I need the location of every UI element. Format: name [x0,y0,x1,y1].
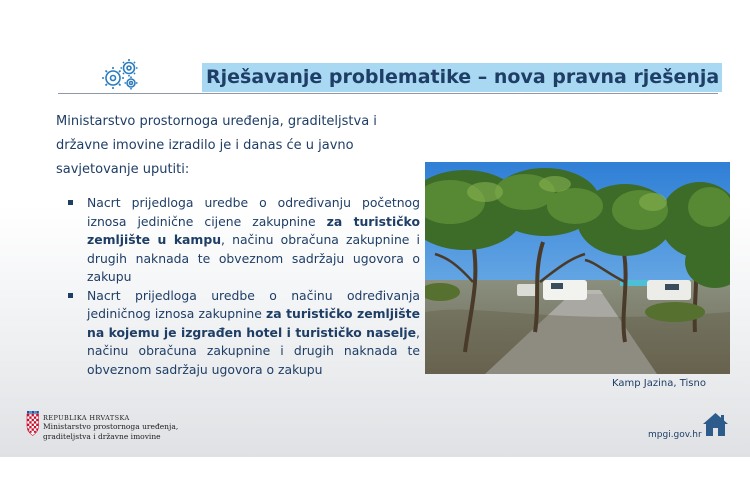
intro-line: savjetovanje uputiti: [56,162,190,177]
intro-line: državne imovine izradilo je i danas će u javno [56,138,354,153]
photo-caption: Kamp Jazina, Tisno [612,378,706,389]
bullet-square-icon [68,200,73,205]
bullet-text: , načinu obračuna zakupnine i drugih naknada te obveznom sadržaju ugovora o zakupu [87,232,421,284]
intro-line: Ministarstvo prostornoga uređenja, graditeljstva i [56,114,377,129]
ministry-name-line: graditeljstva i državne imovine [43,432,161,441]
home-icon[interactable] [702,412,729,437]
title-divider [58,93,718,94]
republic-label: REPUBLIKA HRVATSKA [43,414,130,422]
ministry-logo-text [43,414,178,442]
bullet-text: Nacrt prijedloga uredbe o određivanju početnog iznosa jedinične cijene zakupnine [87,195,420,229]
bullet-text: , načinu obračuna zakupnine i drugih naknada te obveznom sadržaju ugovora o zakupu [87,324,420,377]
bullet-item [68,194,420,287]
bullet-emphasis: za turističko zemljište u kampu [87,213,420,247]
page-title: Rješavanje problematike – nova pravna rješenja [206,66,720,88]
croatian-coat-of-arms-icon [26,411,39,436]
bullet-item [68,287,420,380]
website-url[interactable]: mpgi.gov.hr [648,430,702,440]
gears-icon [98,56,142,92]
bullet-square-icon [68,293,73,298]
bullet-list [68,194,420,379]
ministry-name-line: Ministarstvo prostornoga uređenja, [43,422,179,431]
bullet-text: Nacrt prijedloga uredbe o načinu određivanja jediničnog iznosa zakupnine [87,287,420,321]
bullet-emphasis: za turističko zemljište na kojemu je izgrađen hotel i turističko naselje [87,306,420,340]
campsite-photo [425,162,730,374]
intro-text [56,110,406,182]
